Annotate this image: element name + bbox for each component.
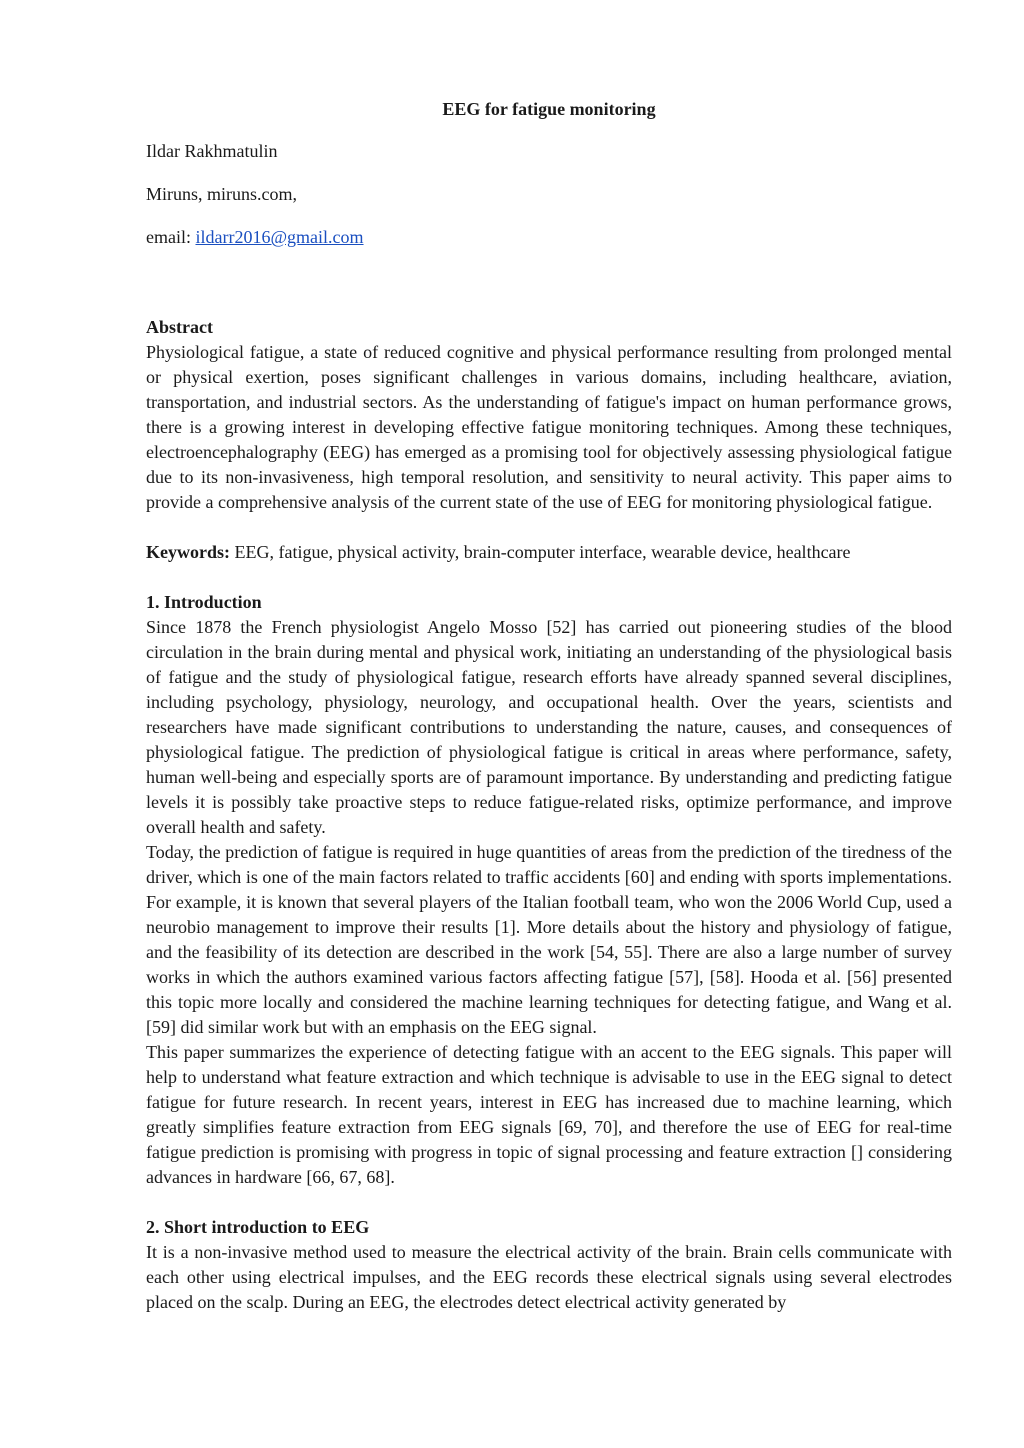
intro-paragraph-1: Since 1878 the French physiologist Angelo Mosso [52] has carried out pioneering studies of the blood circulation in the brain during mental and physical work, initiating an understanding of the physiological basis of fatigue and the study of physiological fatigue, research efforts have already spanned several disciplines, including psychology, physiology, neurology, and occupational health. Over the years, scientists and researchers have made significant contributions to understanding the nature, causes, and consequences of physiological fatigue. The prediction of physiological fatigue is critical in areas where performance, safety, human well-being and especially sports are of paramount importance. By understanding and predicting fatigue levels it is possibly take proactive steps to reduce fatigue-related risks, optimize performance, and improve overall health and safety. xyxy=(146,617,952,837)
eeg-paragraph-1: It is a non-invasive method used to measure the electrical activity of the brain. Brain cells communicate with each other using electrical impulses, and the EEG records these electrical signals using several electrodes placed on the scalp. During an EEG, the electrodes detect electrical activity generated by xyxy=(146,1242,952,1312)
affiliation: Miruns, miruns.com, xyxy=(146,184,297,204)
section-heading-eeg: 2. Short introduction to EEG xyxy=(146,1217,370,1237)
author-name: Ildar Rakhmatulin xyxy=(146,141,278,161)
intro-paragraph-2: Today, the prediction of fatigue is required in huge quantities of areas from the prediction of the tiredness of the driver, which is one of the main factors related to traffic accidents [60] and ending with sports implementations. For example, it is known that several players of the Italian football team, who won the 2006 World Cup, used a neurobio management to improve their results [1]. More details about the history and physiology of fatigue, and the feasibility of its detection are described in the work [54, 55]. There are also a large number of survey works in which the authors examined various factors affecting fatigue [57], [58]. Hooda et al. [56] presented this topic more locally and considered the machine learning techniques for detecting fatigue, and Wang et al. [59] did similar work but with an emphasis on the EEG signal. xyxy=(146,842,952,1037)
section-heading-introduction: 1. Introduction xyxy=(146,592,262,612)
intro-paragraph-3: This paper summarizes the experience of detecting fatigue with an accent to the EEG signals. This paper will help to understand what feature extraction and which technique is advisable to use in the EEG signal to detect fatigue for future research. In recent years, interest in EEG has increased due to machine learning, which greatly simplifies feature extraction from EEG signals [69, 70], and therefore the use of EEG for real-time fatigue prediction is promising with progress in topic of signal processing and feature extraction [] considering advances in hardware [66, 67, 68]. xyxy=(146,1042,952,1187)
keywords-line xyxy=(146,540,952,565)
paper-title: EEG for fatigue monitoring xyxy=(442,99,656,119)
email-link[interactable]: ildarr2016@gmail.com xyxy=(195,227,364,247)
email-label: email: xyxy=(146,227,196,247)
paper-page xyxy=(146,96,952,1315)
abstract-heading: Abstract xyxy=(146,317,213,337)
abstract-text: Physiological fatigue, a state of reduced cognitive and physical performance resulting from prolonged mental or physical exertion, poses significant challenges in various domains, including healthcare, aviation, transportation, and industrial sectors. As the understanding of fatigue's impact on human performance grows, there is a growing interest in developing effective fatigue monitoring techniques. Among these techniques, electroencephalography (EEG) has emerged as a promising tool for objectively assessing physiological fatigue due to its non-invasiveness, high temporal resolution, and sensitivity to neural activity. This paper aims to provide a comprehensive analysis of the current state of the use of EEG for monitoring physiological fatigue. xyxy=(146,342,952,512)
keywords-text: EEG, fatigue, physical activity, brain-computer interface, wearable device, healthcare xyxy=(230,542,851,562)
keywords-label: Keywords: xyxy=(146,542,230,562)
email-line xyxy=(146,224,952,250)
